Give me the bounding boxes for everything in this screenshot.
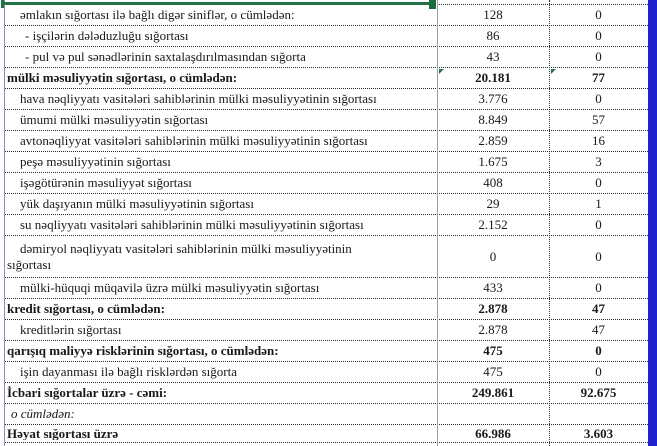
value-cell-col1[interactable]	[437, 404, 549, 424]
value-cell-col1[interactable]	[437, 236, 549, 277]
cell-value: 3.603	[583, 425, 614, 441]
row-label-cell[interactable]: qarışıq maliyyə risklərinin sığortası, o cümlədən:	[7, 344, 279, 358]
selection-border	[1, 2, 435, 5]
row-label-cell[interactable]: avtonəqliyyat vasitələri sahiblərinin mülki məsuliyyətinin sığortası	[20, 134, 368, 148]
value-cell-col1[interactable]	[437, 320, 549, 340]
cell-value: 1.675	[478, 154, 508, 169]
value-cell-col1[interactable]	[437, 215, 549, 235]
value-cell-col2[interactable]	[549, 299, 648, 319]
value-cell-col1[interactable]	[437, 131, 549, 151]
table-row	[5, 110, 648, 131]
table-row	[5, 89, 648, 110]
row-label-line2: sığortası	[7, 256, 52, 272]
cell-value: 408	[483, 175, 503, 190]
cell-value: 0	[595, 28, 602, 43]
value-cell-col2[interactable]	[549, 131, 648, 151]
table-row	[5, 68, 648, 89]
value-cell-col2[interactable]	[549, 89, 648, 109]
row-label-cell[interactable]: - işçilərin dələduzluğu sığortası	[25, 29, 189, 43]
table-row	[5, 320, 648, 341]
value-cell-col1[interactable]	[437, 299, 549, 319]
column-divider-values	[549, 0, 550, 446]
row-label-cell[interactable]: o cümlədən:	[11, 407, 75, 421]
row-label-cell[interactable]: kreditlərin sığortası	[20, 323, 122, 337]
error-indicator-icon	[439, 69, 444, 74]
value-cell-col2[interactable]	[549, 236, 648, 277]
table-body	[5, 0, 648, 446]
table-row	[5, 383, 648, 404]
table-row	[5, 404, 648, 425]
row-label-cell[interactable]: mülki-hüquqi müqavilə üzrə mülki məsuliyyətin sığortası	[20, 281, 320, 295]
cell-value: 475	[483, 343, 503, 358]
row-label-line1: dəmiryol nəqliyyatı vasitələri sahiblərinin mülki məsuliyyətinin	[20, 240, 352, 256]
cell-value: 20.181	[475, 70, 511, 85]
cell-value: 16	[592, 133, 605, 148]
cell-value: 0	[595, 217, 602, 232]
cell-value: 0	[595, 364, 602, 379]
cell-value: 47	[592, 301, 605, 316]
cell-value: 57	[592, 112, 605, 127]
value-cell-col2[interactable]	[549, 425, 648, 442]
table-row	[5, 362, 648, 383]
cell-value: 2.152	[478, 217, 508, 232]
table-row	[5, 26, 648, 47]
selection-fill-handle-icon[interactable]	[429, 0, 436, 9]
cell-value: 66.986	[475, 425, 511, 441]
value-cell-col1[interactable]	[437, 5, 549, 25]
cell-value: 3.776	[478, 91, 508, 106]
cell-value: 47	[592, 322, 605, 337]
value-cell-col2[interactable]	[549, 26, 648, 46]
row-label-cell[interactable]: İcbari sığortalar üzrə - cəmi:	[7, 386, 168, 400]
value-cell-col1[interactable]	[437, 341, 549, 361]
cell-value: 8.849	[478, 112, 508, 127]
table-row	[5, 131, 648, 152]
row-label-cell[interactable]: ümumi mülki məsuliyyətin sığortası	[20, 113, 209, 127]
table-row	[5, 341, 648, 362]
row-label-cell[interactable]: hava nəqliyyatı vasitələri sahiblərinin mülki məsuliyyətinin sığortası	[20, 92, 377, 106]
value-cell-col2[interactable]	[549, 47, 648, 67]
table-row	[5, 299, 648, 320]
cell-value: 249.861	[471, 385, 515, 400]
right-edge-blue-bar	[648, 0, 657, 446]
cell-value: 92.675	[580, 385, 617, 400]
table-row	[5, 236, 648, 278]
value-cell-col1[interactable]	[437, 173, 549, 193]
table-row	[5, 425, 648, 443]
cell-value: 2.878	[478, 301, 508, 316]
row-label-cell[interactable]	[5, 241, 437, 273]
cell-value: 0	[595, 7, 602, 22]
value-cell-col2[interactable]	[549, 383, 648, 403]
cell-value: 1	[595, 196, 602, 211]
row-label-cell[interactable]: mülki məsuliyyətin sığortası, o cümlədən:	[7, 71, 238, 85]
left-pane-gridline	[4, 0, 5, 446]
value-cell-col2[interactable]	[549, 68, 648, 88]
column-divider-labels	[437, 0, 438, 446]
value-cell-col2[interactable]	[549, 173, 648, 193]
cell-value: 0	[595, 280, 602, 295]
value-cell-col2[interactable]	[549, 404, 648, 424]
value-cell-col1[interactable]	[437, 152, 549, 172]
table-row	[5, 278, 648, 299]
selection-border-left	[1, 0, 4, 8]
table-row	[5, 215, 648, 236]
table-row	[5, 47, 648, 68]
row-label-cell[interactable]: Həyat sığortası üzrə	[7, 426, 119, 441]
value-cell-col2[interactable]	[549, 341, 648, 361]
cell-value: 77	[592, 70, 605, 85]
value-cell-col2[interactable]	[549, 215, 648, 235]
row-label-cell[interactable]: kredit sığortası, o cümlədən:	[7, 302, 165, 316]
value-cell-col1[interactable]	[437, 89, 549, 109]
value-cell-col1[interactable]	[437, 110, 549, 130]
value-cell-col1[interactable]	[437, 68, 549, 88]
cell-value: 0	[489, 248, 497, 264]
value-cell-col2[interactable]	[549, 362, 648, 382]
value-cell-col2[interactable]	[549, 152, 648, 172]
table-row	[5, 5, 648, 26]
cell-value: 0	[595, 343, 602, 358]
value-cell-col2[interactable]	[549, 5, 648, 25]
row-label-cell[interactable]: işin dayanması ilə bağlı risklərdən sığorta	[20, 365, 237, 379]
cell-value: 43	[486, 49, 500, 64]
value-cell-col1[interactable]	[437, 278, 549, 298]
value-cell-col2[interactable]	[549, 278, 648, 298]
row-label-cell[interactable]: əmlakın sığortası ilə bağlı digər siniflər, o cümlədən:	[20, 8, 295, 22]
cell-value: 433	[483, 280, 503, 295]
table-row	[5, 194, 648, 215]
table-row	[5, 152, 648, 173]
cell-value: 0	[595, 248, 602, 264]
row-label-cell[interactable]: yük daşıyanın mülki məsuliyyətinin sığortası	[20, 197, 254, 211]
cell-value: 0	[595, 175, 602, 190]
cell-value: 0	[595, 91, 602, 106]
value-cell-col1[interactable]	[437, 194, 549, 214]
row-label-cell[interactable]: su nəqliyyatı vasitələri sahiblərinin mülki məsuliyyətinin sığortası	[20, 218, 364, 232]
cell-value: 3	[595, 154, 602, 169]
value-cell-col2[interactable]	[549, 320, 648, 340]
cell-value: 86	[486, 28, 500, 43]
cell-value: 475	[483, 364, 503, 379]
value-cell-col1[interactable]	[437, 425, 549, 442]
row-label-cell[interactable]: işəgötürənin məsuliyyət sığortası	[20, 176, 192, 190]
cell-value: 0	[595, 49, 602, 64]
cell-value: 128	[483, 7, 503, 22]
value-cell-col1[interactable]	[437, 26, 549, 46]
value-cell-col2[interactable]	[549, 194, 648, 214]
table-row	[5, 173, 648, 194]
value-cell-col2[interactable]	[549, 110, 648, 130]
cell-value: 2.878	[478, 322, 508, 337]
row-label-cell[interactable]: peşə məsuliyyətinin sığortası	[20, 155, 171, 169]
cell-value: 29	[486, 196, 500, 211]
cell-value: 2.859	[478, 133, 508, 148]
value-cell-col1[interactable]	[437, 362, 549, 382]
row-label-cell[interactable]: - pul və pul sənədlərinin saxtalaşdırılmasından sığorta	[25, 50, 306, 64]
value-cell-col1[interactable]	[437, 383, 549, 403]
value-cell-col1[interactable]	[437, 47, 549, 67]
error-indicator-icon	[551, 69, 556, 74]
